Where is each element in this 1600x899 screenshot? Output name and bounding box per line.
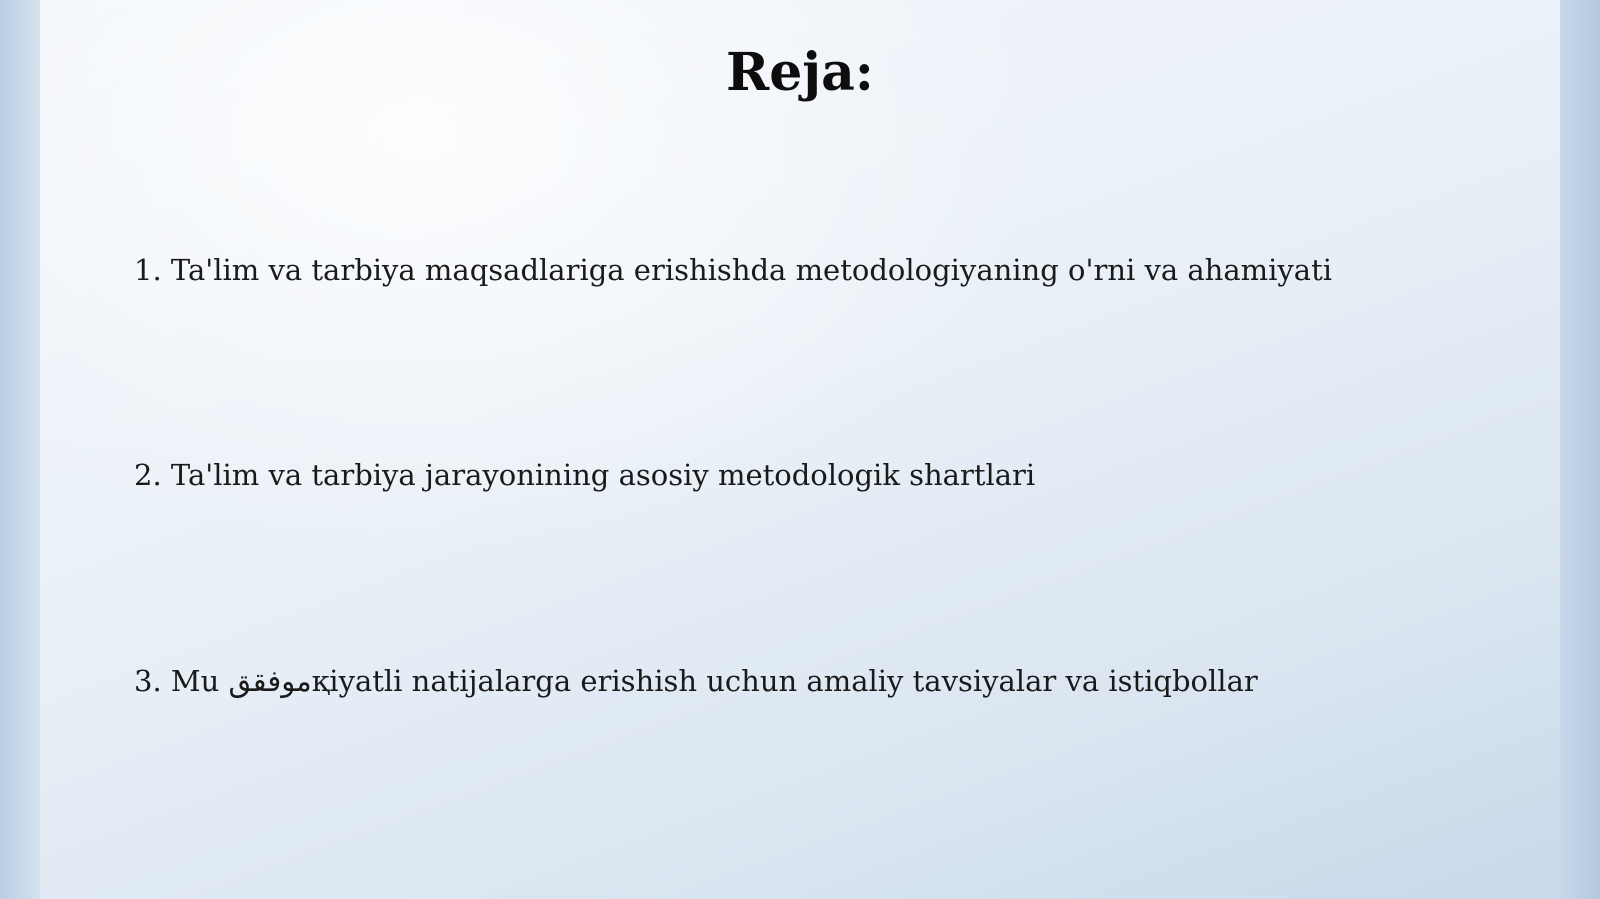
plan-item-2: 2. Ta'lim va tarbiya jarayonining asosiy metodologik shartlari [134, 458, 1036, 492]
plan-item-3: 3. Mu موفققқiyatli natijalarga erishish uchun amaliy tavsiyalar va istiqbollar [134, 664, 1258, 698]
slide-title: Reja: [725, 42, 874, 103]
slide [40, 0, 1560, 899]
plan-item-1: 1. Ta'lim va tarbiya maqsadlariga erishishda metodologiyaning o'rni va ahamiyati [134, 253, 1333, 287]
